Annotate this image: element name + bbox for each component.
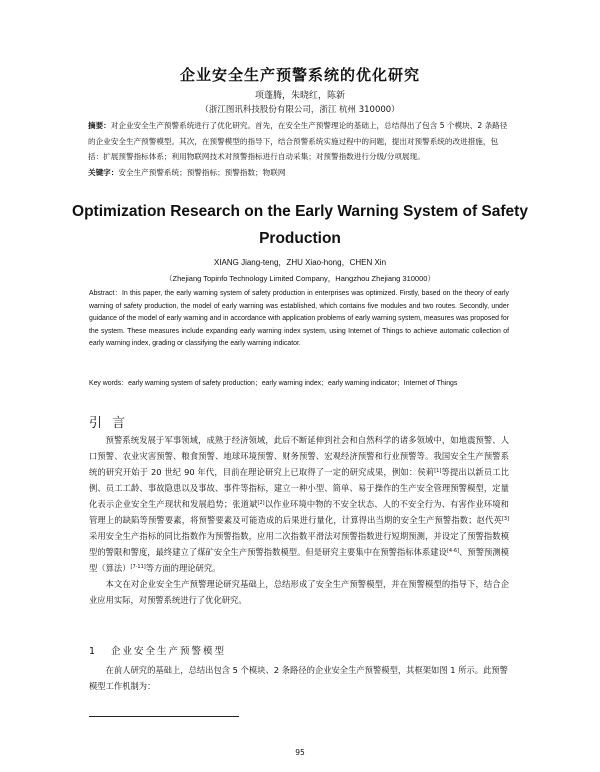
intro-body — [89, 432, 509, 608]
section-1-number: 1 — [89, 646, 96, 657]
abstract-en-text: In this paper, the early warning system of safety production in enterprises was optimized. Firstly, based on the theory of early warning of safety production, the model of early warning was established, which contains five modules and two routes. Secondly, under guidance of the model of early warning and in accordance with application problems of early warning system, measures was proposed for the system. These measures include expanding early warning index system, using Internet of Things to achieve automatic collection of early warning index, grading or classifying the early warning indicator. — [89, 290, 509, 347]
intro-paragraph-2: 本文在对企业安全生产预警理论研究基础上，总结形成了安全生产预警模型，并在预警模型的指导下，结合企业应用实际，对预警系统进行了优化研究。 — [89, 579, 509, 605]
keywords-en-label: Key words： — [89, 380, 129, 387]
section-heading-intro: 引言 — [89, 416, 136, 431]
title-english — [70, 198, 530, 252]
page-number: 95 — [295, 748, 305, 757]
intro-p1-part-c: 以作业环境中物的不安全状态、人的不安全行为、有害作业环境和管理上的缺陷等预警要素，将预警要素及可能造成的后果进行量化，计算得出当期的安全生产预警指数；赵代英 — [89, 499, 509, 525]
section-heading-1 — [89, 643, 226, 657]
footnote-divider — [89, 716, 239, 717]
keywords-cn-label: 关键字： — [88, 167, 119, 177]
intro-p1-part-f: 等方面的理论研究。 — [145, 563, 221, 573]
citation-1: [1] — [434, 468, 442, 474]
abstract-cn-text: 对企业安全生产预警系统进行了优化研究。首先，在安全生产预警理论的基础上，总结得出了包含 5 个模块、2 条路径的企业安全生产预警模型。其次，在预警模型的指导下，结合预警系统实施过程中的问题，提出对预警系统的改进措施，包括：扩展预警指标体系；利用物联网技术对预警指标进行自动采集；对预警指数进行分级/分项展现。 — [88, 121, 508, 161]
keywords-cn-text: 安全生产预警系统；预警指标；预警指数；物联网 — [118, 167, 286, 177]
section-1-paragraph-1: 在前人研究的基础上，总结出包含 5 个模块、2 条路径的企业安全生产预警模型，其框架如图 1 所示。此预警模型工作机制为： — [89, 665, 508, 691]
intro-p1-part-b: 等提出以新员工比例、员工工龄、事故隐患以及事故、事件等指标，建立一种小型、简单、易于操作的生产安全管理预警模型，定量化表示企业安全生产现状和发展趋势；张道斌 — [89, 467, 509, 509]
abstract-cn-label: 摘要： — [88, 121, 111, 130]
authors-chinese: 项蓬腾，朱晓红，陈新 — [254, 91, 345, 101]
title-chinese: 企业安全生产预警系统的优化研究 — [179, 66, 420, 84]
keywords-en-text: early warning system of safety production；early warning index；early warning indicator；Internet of Things — [128, 380, 458, 387]
abstract-en-label: Abstract： — [89, 290, 122, 297]
abstract-english — [89, 288, 509, 351]
citation-2: [2] — [257, 500, 265, 506]
authors-english: XIANG Jiang-teng，ZHU Xiao-hong，CHEN Xin — [213, 258, 387, 267]
title-en-line1: Optimization Research on the Early Warning System of Safety — [72, 203, 528, 220]
section-1-title: 企业安全生产预警模型 — [111, 646, 227, 657]
keywords-english — [89, 378, 509, 391]
affiliation-english: （Zhejiang Topinfo Technology Limited Company，Hangzhou Zhejiang 310000） — [165, 274, 435, 283]
section-1-body — [89, 662, 509, 694]
intro-p1-part-e: 、预警预测模型（算法） — [89, 547, 509, 573]
abstract-chinese — [88, 118, 508, 180]
intro-p1-part-d: 采用安全生产指标的同比指数作为预警指数，应用二次指数平滑法对预警指数进行短期预测，并设定了预警指数模型的警限和警度，最终建立了煤矿安全生产预警指数模型。但是研究主要集中在预警指标体系建设 — [89, 531, 509, 557]
citation-3: [3] — [501, 516, 509, 522]
intro-paragraph-1 — [89, 432, 509, 576]
citation-4-6: [4-6] — [446, 548, 460, 554]
title-en-line2: Production — [259, 230, 341, 247]
intro-p1-part-a: 预警系统发展于军事领域，成熟于经济领域，此后不断延伸到社会和自然科学的诸多领域中，如地震预警、人口预警、农业灾害预警、粮食预警、地球环境预警、财务预警、宏观经济预警和行业预警等。我国安全生产预警系统的研究开始于 20 世纪 90 年代，目前在理论研究上已取得了一定的研究成果，例如：侯莉 — [89, 435, 509, 477]
citation-7-11: [7-11] — [130, 564, 146, 570]
affiliation-chinese: （浙江图讯科技股份有限公司，浙江 杭州 310000） — [200, 105, 400, 115]
